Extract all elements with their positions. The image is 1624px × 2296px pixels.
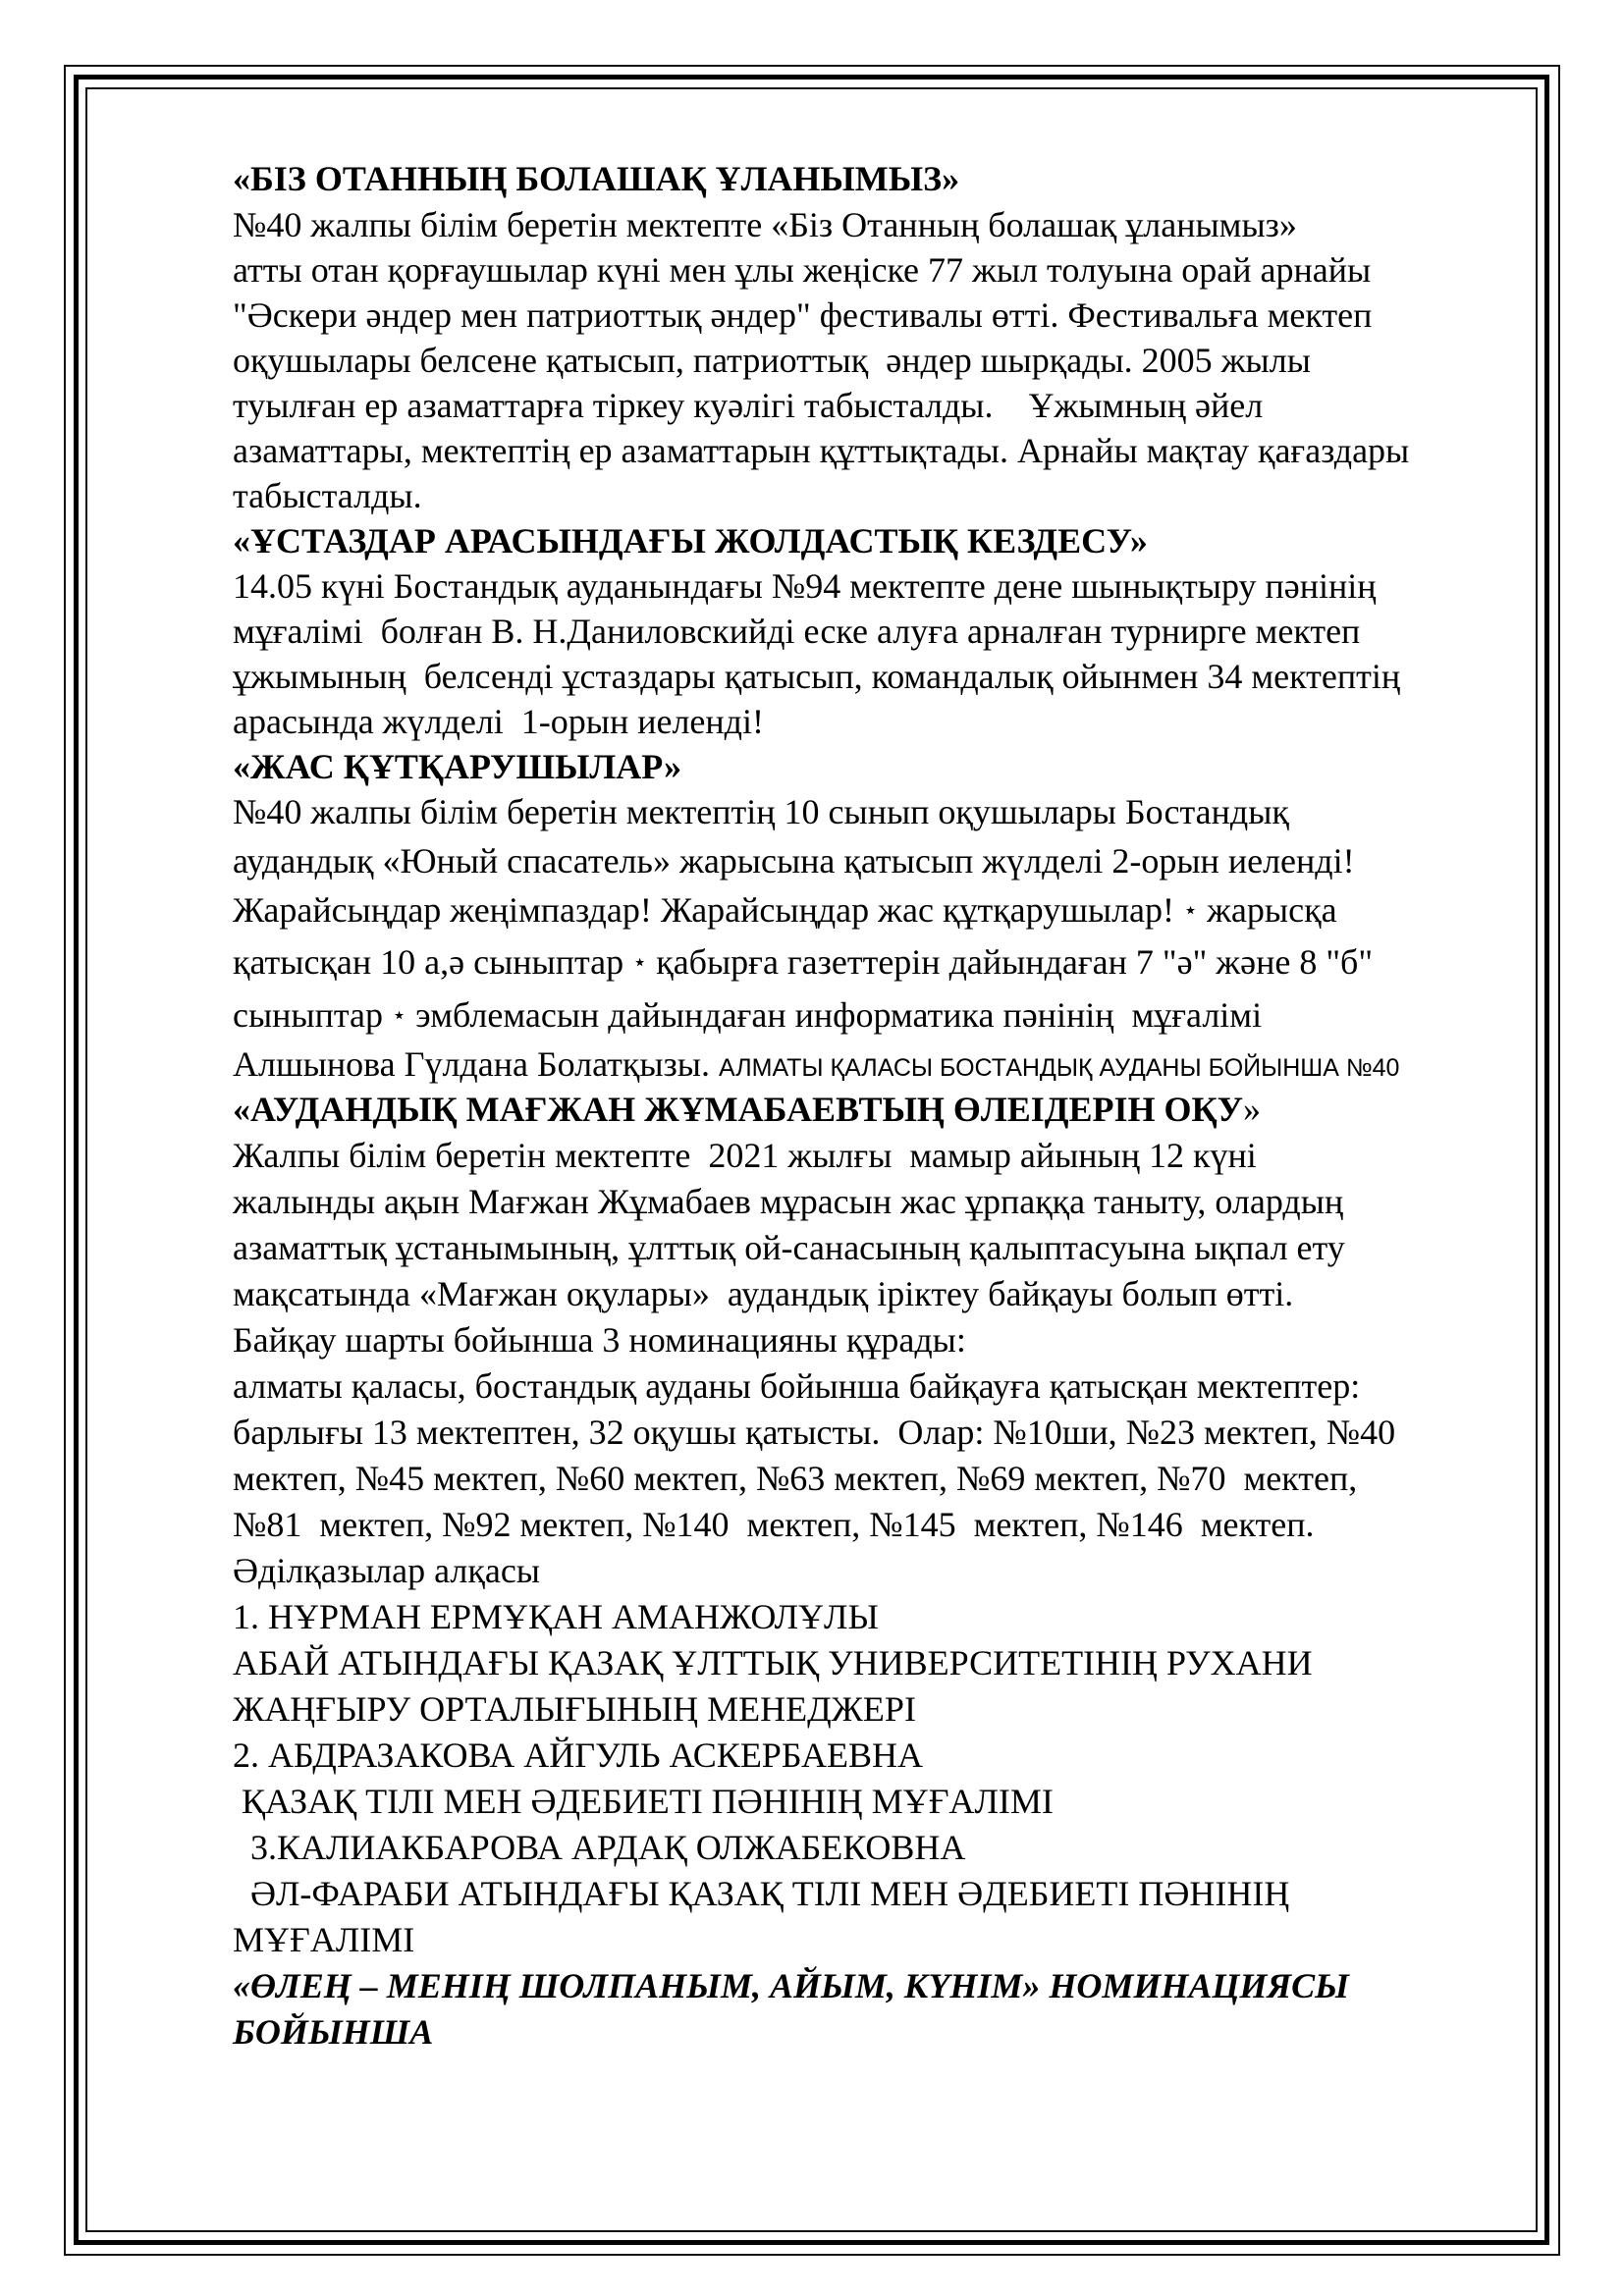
paragraph-line: барлығы 13 мектептен, 32 оқушы қатысты. Олар: №10ши, №23 мектеп, №40 [233,1413,1396,1452]
paragraph-line: туылған ер азаматтарға тіркеу куәлігі табысталды. Ұжымның әйел [233,386,1264,425]
signature-line [233,1042,1399,1090]
paragraph-line [233,993,1262,1038]
paragraph-line: табысталды. [233,476,422,515]
paragraph-line: атты отан қорғаушылар күні мен ұлы жеңіске 77 жыл толуына орай арнайы [233,250,1372,290]
paragraph-line: оқушылары белсене қатысып, патриоттық әндер шырқады. 2005 жылы [233,341,1311,380]
jury-position: МҰҒАЛІМІ [233,1920,415,1959]
line-text: Жарайсыңдар жеңімпаздар! Жарайсыңдар жас құтқарушылар! [233,890,1184,930]
paragraph-line: №40 жалпы білім беретін мектептің 10 сынып оқушылары Бостандық [233,792,1289,831]
paragraph-line: жалынды ақын Мағжан Жұмабаев мұрасын жас ұрпаққа таныту, олардың [233,1182,1344,1221]
signature-name: Алшынова Гүлдана Болатқызы. [233,1044,719,1084]
paragraph-line: мақсатында «Мағжан оқулары» аудандық іріктеу байқауы болып өтті. [233,1274,1294,1313]
paragraph-line: алматы қаласы, бостандық ауданы бойынша байқауға қатысқан мектептер: [233,1366,1361,1406]
paragraph-line [233,940,1373,985]
jury-heading: Әділқазылар алқасы [233,1551,540,1590]
line-text: сыныптар [233,995,393,1035]
line-text: эмблемасын дайындаған информатика пәнінің мұғалімі [406,995,1263,1035]
paragraph-line: мұғалімі болған В. Н.Даниловскийді еске алуға арналған турнирге мектеп [233,612,1361,651]
signature-school: АЛМАТЫ ҚАЛАСЫ БОСТАНДЫҚ АУДАНЫ БОЙЫНША №40 [718,1054,1400,1082]
paragraph-line: №40 жалпы білім беретін мектепте «Біз Отанның болашақ ұланымыз» [233,205,1297,244]
paragraph-line: ұжымының белсенді ұстаздары қатысып, командалық ойынмен 34 мектептің [233,657,1401,696]
paragraph-line: Байқау шарты бойынша 3 номинацияны құрады: [233,1320,966,1360]
jury-position: ӘЛ-ФАРАБИ АТЫНДАҒЫ ҚАЗАҚ ТІЛІ МЕН ӘДЕБИЕТІ ПӘНІНІҢ [233,1874,1290,1913]
heading-text: «АУДАНДЫҚ МАҒЖАН ЖҰМАБАЕВТЫҢ ӨЛЕІДЕРІН ОҚУ [233,1090,1244,1129]
paragraph-line: арасында жүлделі 1-орын иеленді! [233,702,764,741]
paragraph-line: мектеп, №45 мектеп, №60 мектеп, №63 мектеп, №69 мектеп, №70 мектеп, [233,1459,1358,1498]
line-text: қабырға газеттерін дайындаған 7 "ә" және 8 "б" [647,942,1374,982]
jury-position: ҚАЗАҚ ТІЛІ МЕН ӘДЕБИЕТІ ПӘНІНІҢ МҰҒАЛІМІ [233,1782,1054,1821]
section-heading [233,1088,1261,1131]
jury-member: 2. АБДРАЗАКОВА АЙГУЛЬ АСКЕРБАЕВНА [233,1735,924,1775]
section-heading: «БІЗ ОТАННЫҢ БОЛАШАҚ ҰЛАНЫМЫЗ» [233,159,960,198]
paragraph-line [233,888,1337,933]
section-heading: «ЖАС ҚҰТҚАРУШЫЛАР» [233,747,682,786]
line-text: қатысқан 10 а,ә сыныптар [233,942,633,982]
jury-position: ЖАҢҒЫРУ ОРТАЛЫҒЫНЫҢ МЕНЕДЖЕРІ [233,1689,916,1729]
paragraph-line: аудандық «Юный спасатель» жарысына қатысып жүлделі 2-орын иеленді! [233,841,1355,881]
paragraph-line: "Әскери әндер мен патриоттық әндер" фестивалы өтті. Фестивальға мектеп [233,295,1373,335]
paragraph-line: Жалпы білім беретін мектепте 2021 жылғы мамыр айының 12 күні [233,1136,1257,1175]
star-icon: ⋆ [1183,898,1199,924]
nomination-heading: «ӨЛЕҢ – МЕНІҢ ШОЛПАНЫМ, АЙЫМ, КҮНІМ» НОМИНАЦИЯСЫ [233,1966,1350,2005]
star-icon: ⋆ [392,1003,407,1029]
paragraph-line: №81 мектеп, №92 мектеп, №140 мектеп, №145 мектеп, №146 мектеп. [233,1505,1315,1544]
heading-tail: » [1243,1090,1262,1129]
line-text: жарысқа [1198,890,1337,930]
jury-member: 3.КАЛИАКБАРОВА АРДАҚ ОЛЖАБЕКОВНА [233,1828,966,1867]
section-heading: «ҰСТАЗДАР АРАСЫНДАҒЫ ЖОЛДАСТЫҚ КЕЗДЕСУ» [233,521,1148,561]
jury-position: АБАЙ АТЫНДАҒЫ ҚАЗАҚ ҰЛТТЫҚ УНИВЕРСИТЕТІНІҢ РУХАНИ [233,1643,1313,1682]
jury-member: 1. НҰРМАН ЕРМҰҚАН АМАНЖОЛҰЛЫ [233,1597,879,1636]
paragraph-line: азаматтары, мектептің ер азаматтарын құттықтады. Арнайы мақтау қағаздары [233,431,1410,470]
paragraph-line: 14.05 күні Бостандық ауданындағы №94 мектепте дене шынықтыру пәнінің [233,566,1377,606]
star-icon: ⋆ [632,950,648,976]
nomination-heading: БОЙЫНША [233,2012,434,2052]
paragraph-line: азаматтық ұстанымының, ұлттық ой-санасының қалыптасуына ықпал ету [233,1228,1345,1267]
